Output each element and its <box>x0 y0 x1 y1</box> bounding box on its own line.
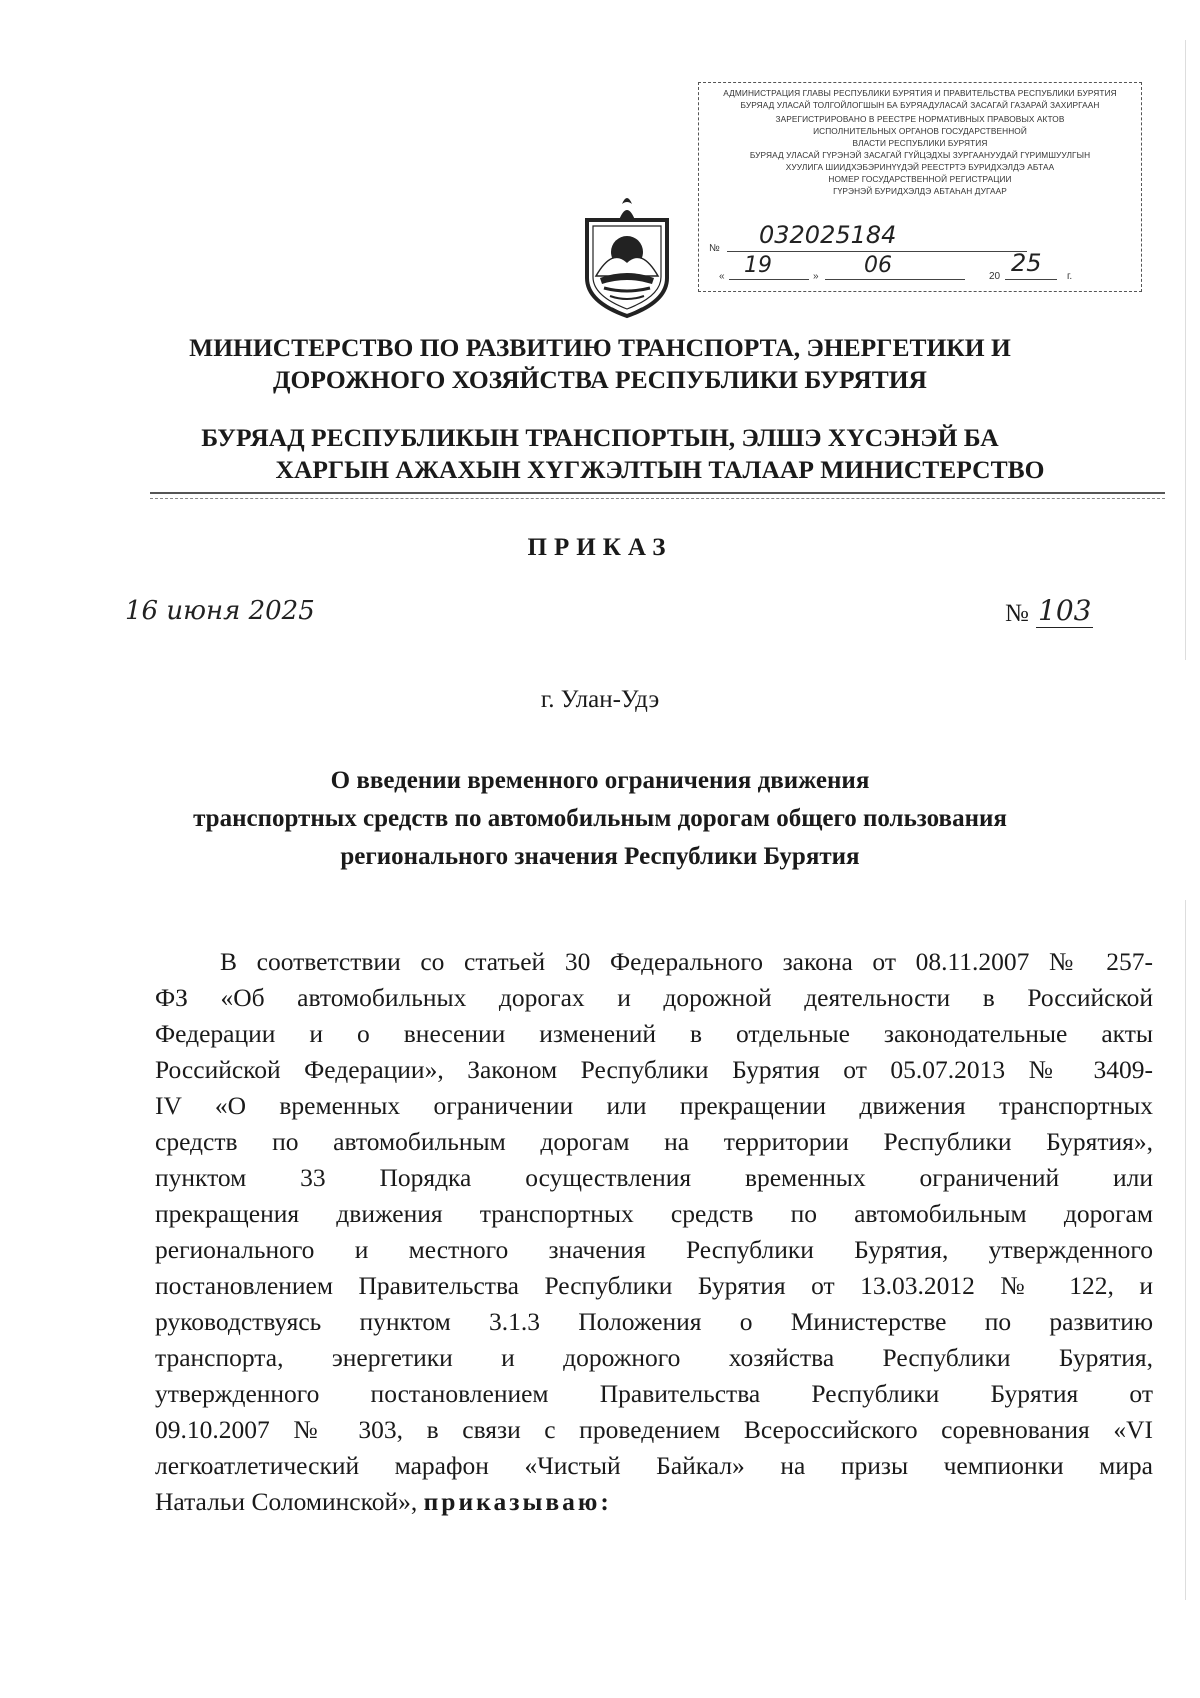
subject-line2: транспортных средств по автомобильным дорогам общего пользования <box>193 805 1007 832</box>
ministry-name-bua-line1: БУРЯАД РЕСПУБЛИКЫН ТРАНСПОРТЫН, ЭЛШЭ ХҮСЭНЭЙ БА <box>201 423 999 452</box>
ministry-name-ru-line1: МИНИСТЕРСТВО ПО РАЗВИТИЮ ТРАНСПОРТА, ЭНЕРГЕТИКИ И <box>189 333 1011 362</box>
body-line: утвержденного постановлением Правительства Республики Бурятия от <box>155 1379 1153 1408</box>
body-line: ФЗ «Об автомобильных дорогах и дорожной деятельности в Российской <box>155 983 1153 1012</box>
body-line: Российской Федерации», Законом Республики Бурятия от 05.07.2013 № 3409- <box>155 1055 1153 1084</box>
body-line: прекращения движения транспортных средств по автомобильным дорогам <box>155 1199 1153 1228</box>
stamp-date-month: 06 <box>864 253 892 278</box>
order-date-handwritten: 16 июня 2025 <box>125 596 315 626</box>
body-last-line <box>155 1484 1153 1520</box>
header-separator-bottom <box>150 498 1165 499</box>
stamp-line: ГҮРЭНЭЙ БУРИДХЭЛДЭ АБТАҺАН ДУГААР <box>833 186 1007 196</box>
stamp-line: ЗАРЕГИСТРИРОВАНО В РЕЕСТРЕ НОРМАТИВНЫХ ПРАВОВЫХ АКТОВ <box>775 114 1065 124</box>
stamp-number-label: № <box>709 243 720 254</box>
stamp-date-quote: « <box>719 271 725 282</box>
subject-line3: регионального значения Республики Бурятия <box>340 843 860 870</box>
stamp-line: ВЛАСТИ РЕСПУБЛИКИ БУРЯТИЯ <box>852 138 988 148</box>
coat-of-arms-emblem <box>572 190 682 320</box>
stamp-day-underline <box>729 279 809 280</box>
ministry-name-ru-line2: ДОРОЖНОГО ХОЗЯЙСТВА РЕСПУБЛИКИ БУРЯТИЯ <box>273 365 927 394</box>
body-line: IV «О временных ограничении или прекращении движения транспортных <box>155 1091 1153 1120</box>
issue-city: г. Улан-Удэ <box>540 686 660 713</box>
body-line: Федерации и о внесении изменений в отдельные законодательные акты <box>155 1019 1153 1048</box>
stamp-line: ИСПОЛНИТЕЛЬНЫХ ОРГАНОВ ГОСУДАРСТВЕННОЙ <box>813 126 1027 136</box>
stamp-line: ХУУЛИГА ШИИДХЭБЭРИНҮҮДЭЙ РЕЕСТРТЭ БУРИДХЭЛДЭ АБТАА <box>785 162 1055 172</box>
stamp-year-underline <box>1005 279 1057 280</box>
body-line: 09.10.2007 № 303, в связи с проведением Всероссийского соревнования «VI <box>155 1415 1153 1444</box>
header-separator-top <box>150 492 1165 494</box>
body-line: пунктом 33 Порядка осуществления временных ограничений или <box>155 1163 1153 1192</box>
stamp-date-year: 25 <box>1011 249 1042 277</box>
order-number-label: № <box>1005 600 1029 627</box>
order-number-handwritten: 103 <box>1038 594 1092 627</box>
stamp-line: БУРЯАД УЛАСАЙ ГҮРЭНЭЙ ЗАСАГАЙ ГҮЙЦЭДХЫ ЗУРГААНУУДАЙ ГҮРИМШУУЛГЫН <box>749 150 1091 160</box>
scan-edge-mark <box>1185 40 1186 660</box>
stamp-line: БУРЯАД УЛАСАЙ ТОЛГОЙЛОГШЫН БА БУРЯАДУЛАСАЙ ЗАСАГАЙ ГАЗАРАЙ ЗАХИРГААН <box>740 100 1100 110</box>
stamp-registration-number: 032025184 <box>759 221 897 249</box>
body-line: регионального и местного значения Республики Бурятия, утвержденного <box>155 1235 1153 1264</box>
stamp-date-day: 19 <box>744 253 772 278</box>
stamp-date-suffix: г. <box>1067 271 1073 282</box>
body-line: руководствуясь пунктом 3.1.3 Положения о Министерстве по развитию <box>155 1307 1153 1336</box>
subject-line1: О введении временного ограничения движения <box>330 767 870 794</box>
body-line: транспорта, энергетики и дорожного хозяйства Республики Бурятия, <box>155 1343 1153 1372</box>
body-line: средств по автомобильным дорогам на территории Республики Бурятия», <box>155 1127 1153 1156</box>
registration-stamp <box>698 82 1142 292</box>
stamp-month-underline <box>825 279 965 280</box>
ministry-name-bua-line2: ХАРГЫН АЖАХЫН ХҮГЖЭЛТЫН ТАЛААР МИНИСТЕРСТВО <box>275 455 1045 484</box>
stamp-date-century: 20 <box>989 271 1001 282</box>
document-type-title: ПРИКАЗ <box>527 534 673 561</box>
body-last-line-text: Натальи Соломинской», <box>155 1487 424 1516</box>
stamp-line: НОМЕР ГОСУДАРСТВЕННОЙ РЕГИСТРАЦИИ <box>828 174 1012 184</box>
stamp-date-quote-close: » <box>813 271 819 282</box>
stamp-number-underline <box>727 251 1027 252</box>
scan-edge-mark <box>1185 900 1186 1600</box>
stamp-line: АДМИНИСТРАЦИЯ ГЛАВЫ РЕСПУБЛИКИ БУРЯТИЯ И ПРАВИТЕЛЬСТВА РЕСПУБЛИКИ БУРЯТИЯ <box>723 88 1117 98</box>
body-line: легкоатлетический марафон «Чистый Байкал» на призы чемпионки мира <box>155 1451 1153 1480</box>
order-word: приказываю: <box>423 1487 612 1516</box>
body-line: постановлением Правительства Республики Бурятия от 13.03.2012 № 122, и <box>155 1271 1153 1300</box>
body-line: В соответствии со статьей 30 Федерального закона от 08.11.2007 № 257- <box>220 947 1153 976</box>
